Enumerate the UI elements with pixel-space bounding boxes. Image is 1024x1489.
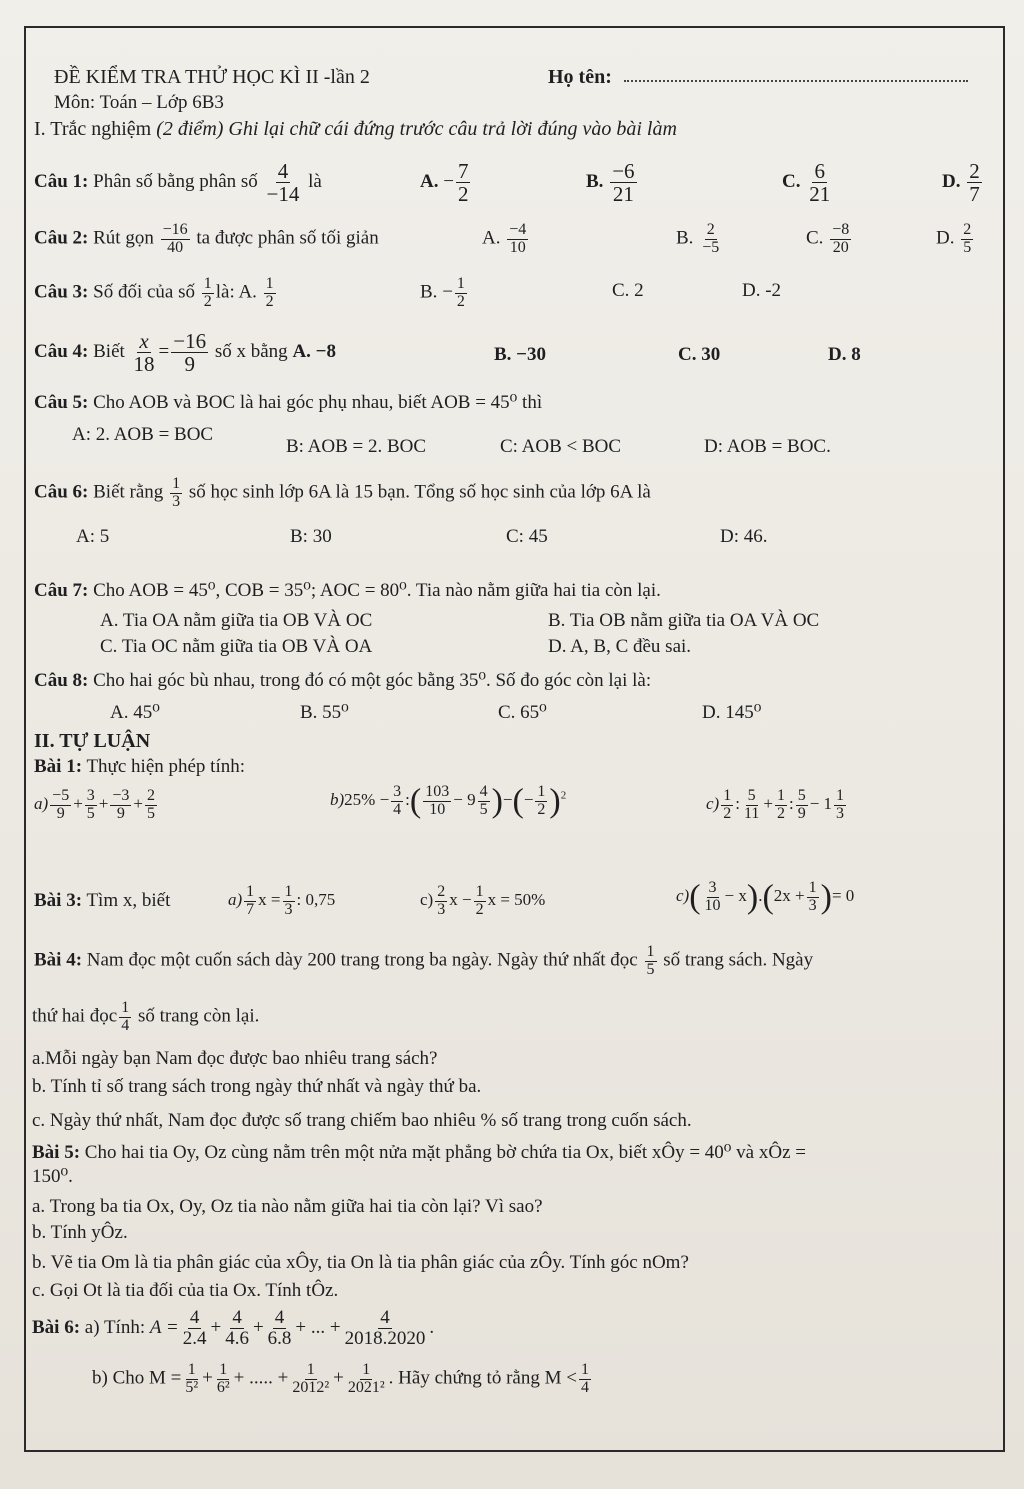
bai3-heading: Bài 3: Tìm x, biết bbox=[34, 890, 171, 911]
q1-fraction: $\frac{4}{-14}$ bbox=[266, 159, 300, 207]
subject-line: Môn: Toán – Lớp 6B3 bbox=[54, 92, 224, 113]
q7-option-d: D. A, B, C đều sai. bbox=[548, 636, 692, 657]
q6-option-c: C: 45 bbox=[506, 526, 548, 547]
q5-option-a: A: 2. AOB = BOC bbox=[72, 424, 214, 445]
q2-option-d: D. $\frac{2}{5}$ bbox=[936, 221, 972, 256]
q2-option-b: B. $\frac{2}{-5}$ bbox=[676, 221, 720, 256]
q7-option-b: B. Tia OB nằm giữa tia OA VÀ OC bbox=[548, 610, 820, 631]
q8-option-a: A. 45⁰ bbox=[110, 702, 160, 723]
part1-title: I. Trắc nghiệm bbox=[34, 118, 152, 140]
question-3: Câu 3: Số đối của số $\frac{1}{2}$ là: A. $\frac{1}{2}$ bbox=[34, 275, 274, 310]
part2-title: II. TỰ LUẬN bbox=[34, 730, 151, 752]
q1-option-b: B. $\frac{-6}{21}$ bbox=[586, 159, 635, 207]
q5-option-d: D: AOB = BOC. bbox=[704, 436, 831, 457]
bai3-c2: c)( $\frac{3}{10}$ − x).(2x + $\frac{1}{3}$ )= 0 bbox=[676, 878, 855, 916]
q1-label: Câu 1: bbox=[34, 170, 89, 192]
bai4-b: b. Tính tỉ số trang sách trong ngày thứ nhất và ngày thứ ba. bbox=[32, 1076, 482, 1097]
q8-option-d: D. 145⁰ bbox=[702, 702, 762, 723]
q5-option-b: B: AOB = 2. BOC bbox=[286, 436, 427, 457]
q3-option-b: B. − $\frac{1}{2}$ bbox=[420, 275, 465, 310]
bai5-a: a. Trong ba tia Ox, Oy, Oz tia nào nằm giữa hai tia còn lại? Vì sao? bbox=[32, 1196, 543, 1217]
part1-heading bbox=[34, 118, 677, 140]
bai5-cont: 150⁰. bbox=[32, 1166, 73, 1187]
q1-option-c: C. $\frac{6}{21}$ bbox=[782, 159, 831, 207]
q2-option-a: A. $\frac{-4}{10}$ bbox=[482, 221, 527, 256]
q7-option-a: A. Tia OA nằm giữa tia OB VÀ OC bbox=[100, 610, 373, 631]
bai4-line2: thứ hai đọc $\frac{1}{4}$ số trang còn lại. bbox=[32, 999, 260, 1034]
q4-option-d: D. 8 bbox=[828, 344, 861, 365]
bai6-a: Bài 6: a) Tính: A = $\frac{4}{2.4}$ + $\frac{4}{4.6}$ + $\frac{4}{6.8}$ + ... + $\frac{4}{2018.2020}$ . bbox=[32, 1307, 435, 1349]
bai5-c: c. Gọi Ot là tia đối của tia Ox. Tính tÔz. bbox=[32, 1280, 339, 1301]
bai4-line1: Bài 4: Nam đọc một cuốn sách dày 200 trang trong ba ngày. Ngày thứ nhất đọc $\frac{1}{5}$ số trang sách. Ngày bbox=[34, 943, 814, 978]
question-8: Câu 8: Cho hai góc bù nhau, trong đó có một góc bằng 35⁰. Số đo góc còn lại là: bbox=[34, 670, 652, 691]
q5-option-c: C: AOB < BOC bbox=[500, 436, 622, 457]
question-2: Câu 2: Rút gọn $\frac{-16}{40}$ ta được phân số tối giản bbox=[34, 221, 379, 256]
bai5-b2: b. Vẽ tia Om là tia phân giác của xÔy, tia On là tia phân giác của zÔy. Tính góc nOm? bbox=[32, 1252, 689, 1273]
bai3-c1: c) $\frac{2}{3}$ x − $\frac{1}{2}$ x = 50% bbox=[420, 883, 546, 918]
q7-option-c: C. Tia OC nằm giữa tia OB VÀ OA bbox=[100, 636, 373, 657]
bai5-line1: Bài 5: Cho hai tia Oy, Oz cùng nằm trên một nửa mặt phẳng bờ chứa tia Ox, biết xÔy = 40⁰ và xÔz = bbox=[32, 1142, 806, 1163]
q1-option-d: D. $\frac{2}{7}$ bbox=[942, 159, 980, 207]
q1-after: là bbox=[308, 170, 322, 192]
bai1-a: a) $\frac{-5}{9}$ + $\frac{3}{5}$ + $\frac{-3}{9}$ + $\frac{2}{5}$ bbox=[34, 787, 156, 822]
bai1-b: b)25% − $\frac{3}{4}$ :( $\frac{103}{10}$ − 9 $\frac{4}{5}$ )−(− $\frac{1}{2}$ )$^2$ bbox=[330, 782, 567, 820]
question-7: Câu 7: Cho AOB = 45⁰, COB = 35⁰; AOC = 80⁰. Tia nào nằm giữa hai tia còn lại. bbox=[34, 580, 661, 601]
name-label: Họ tên: bbox=[548, 66, 612, 88]
q3-option-c: C. 2 bbox=[612, 280, 644, 301]
question-4: Câu 4: Biết $\frac{x}{18}$ = $\frac{-16}{9}$ số x bằng A. −8 bbox=[34, 329, 336, 377]
bai3-a: a) $\frac{1}{7}$ x = $\frac{1}{3}$ : 0,75 bbox=[228, 883, 336, 918]
q4-option-c: C. 30 bbox=[678, 344, 721, 365]
question-1 bbox=[34, 160, 322, 205]
q1-option-a: A. − $\frac{7}{2}$ bbox=[420, 159, 469, 207]
question-5: Câu 5: Cho AOB và BOC là hai góc phụ nhau, biết AOB = 45⁰ thì bbox=[34, 392, 543, 413]
bai4-a: a.Mỗi ngày bạn Nam đọc được bao nhiêu trang sách? bbox=[32, 1048, 438, 1069]
q2-label: Câu 2: bbox=[34, 227, 89, 249]
q6-option-b: B: 30 bbox=[290, 526, 332, 547]
bai5-b: b. Tính yÔz. bbox=[32, 1222, 128, 1243]
q8-option-c: C. 65⁰ bbox=[498, 702, 547, 723]
q1-text: Phân số bằng phân số bbox=[93, 170, 258, 192]
q6-option-d: D: 46. bbox=[720, 526, 768, 547]
name-blank[interactable] bbox=[624, 80, 968, 82]
bai6-b: b) Cho M = $\frac{1}{\text{5²}}$ + $\frac{1}{\text{6²}}$ + ..... + $\frac{1}{\text{2012²}}$ + $\frac{1}{\text{2021²}}$ . Hãy chứng tỏ rằng M < $\frac{1}{4}$ bbox=[92, 1361, 589, 1396]
q2-option-c: C. $\frac{-8}{20}$ bbox=[806, 221, 850, 256]
q3-option-d: D. -2 bbox=[742, 280, 782, 301]
bai1-heading: Bài 1: Thực hiện phép tính: bbox=[34, 756, 246, 777]
part1-note: (2 điểm) Ghi lại chữ cái đứng trước câu trả lời đúng vào bài làm bbox=[156, 118, 677, 140]
bai1-c: c) $\frac{1}{2}$ : $\frac{5}{11}$ + $\frac{1}{2}$ : $\frac{5}{9}$ − 1 $\frac{1}{3}$ bbox=[706, 787, 845, 822]
exam-title: ĐỀ KIỂM TRA THỬ HỌC KÌ II -lần 2 bbox=[54, 66, 370, 88]
q8-option-b: B. 55⁰ bbox=[300, 702, 349, 723]
bai4-c: c. Ngày thứ nhất, Nam đọc được số trang chiếm bao nhiêu % số trang trong cuốn sách. bbox=[32, 1110, 692, 1131]
question-6: Câu 6: Biết rằng $\frac{1}{3}$ số học sinh lớp 6A là 15 bạn. Tổng số học sinh của lớp 6A là bbox=[34, 475, 651, 510]
q6-option-a: A: 5 bbox=[76, 526, 110, 547]
q4-option-b: B. −30 bbox=[494, 344, 546, 365]
